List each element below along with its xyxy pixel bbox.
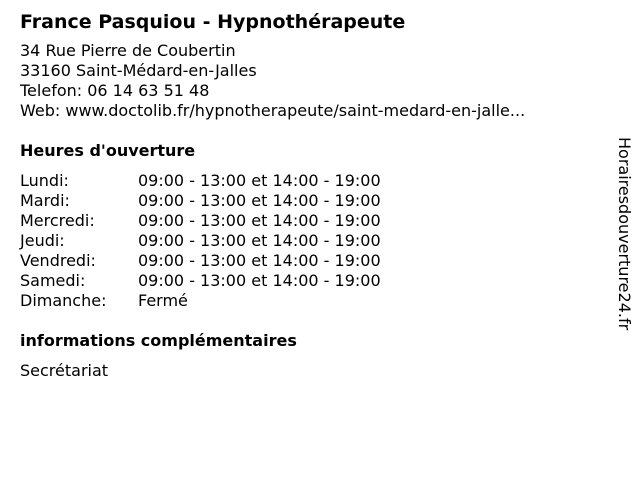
hours-row-tuesday bbox=[20, 191, 610, 211]
hours-value: 09:00 - 13:00 et 14:00 - 19:00 bbox=[138, 211, 381, 230]
opening-hours-heading: Heures d'ouverture bbox=[20, 141, 196, 160]
hours-value: 09:00 - 13:00 et 14:00 - 19:00 bbox=[138, 271, 381, 290]
opening-hours-table bbox=[20, 171, 610, 311]
hours-value: 09:00 - 13:00 et 14:00 - 19:00 bbox=[138, 251, 381, 270]
day-label: Vendredi: bbox=[20, 251, 96, 270]
business-name: France Pasquiou - Hypnothérapeute bbox=[20, 11, 406, 33]
hours-value: 09:00 - 13:00 et 14:00 - 19:00 bbox=[138, 231, 381, 250]
website-link[interactable]: Web: www.doctolib.fr/hypnotherapeute/saint-medard-en-jalle... bbox=[20, 101, 526, 120]
hours-row-friday bbox=[20, 251, 610, 271]
address-line-1: 34 Rue Pierre de Coubertin bbox=[20, 41, 236, 60]
hours-row-monday bbox=[20, 171, 610, 191]
hours-value: Fermé bbox=[138, 291, 188, 310]
hours-row-wednesday bbox=[20, 211, 610, 231]
hours-value: 09:00 - 13:00 et 14:00 - 19:00 bbox=[138, 191, 381, 210]
day-label: Mardi: bbox=[20, 191, 70, 210]
day-label: Samedi: bbox=[20, 271, 86, 290]
day-label: Jeudi: bbox=[20, 231, 65, 250]
day-label: Dimanche: bbox=[20, 291, 107, 310]
hours-value: 09:00 - 13:00 et 14:00 - 19:00 bbox=[138, 171, 381, 190]
address-line-2: 33160 Saint-Médard-en-Jalles bbox=[20, 61, 257, 80]
hours-row-saturday bbox=[20, 271, 610, 291]
day-label: Mercredi: bbox=[20, 211, 95, 230]
hours-row-thursday bbox=[20, 231, 610, 251]
hours-row-sunday bbox=[20, 291, 610, 311]
additional-info-text: Secrétariat bbox=[20, 361, 109, 380]
brand-watermark-text: Horairesdouverture24.fr bbox=[615, 137, 634, 331]
day-label: Lundi: bbox=[20, 171, 69, 190]
phone-number[interactable]: Telefon: 06 14 63 51 48 bbox=[20, 81, 210, 100]
business-card bbox=[20, 9, 610, 381]
additional-info-heading: informations complémentaires bbox=[20, 331, 297, 350]
brand-watermark bbox=[612, 137, 634, 377]
